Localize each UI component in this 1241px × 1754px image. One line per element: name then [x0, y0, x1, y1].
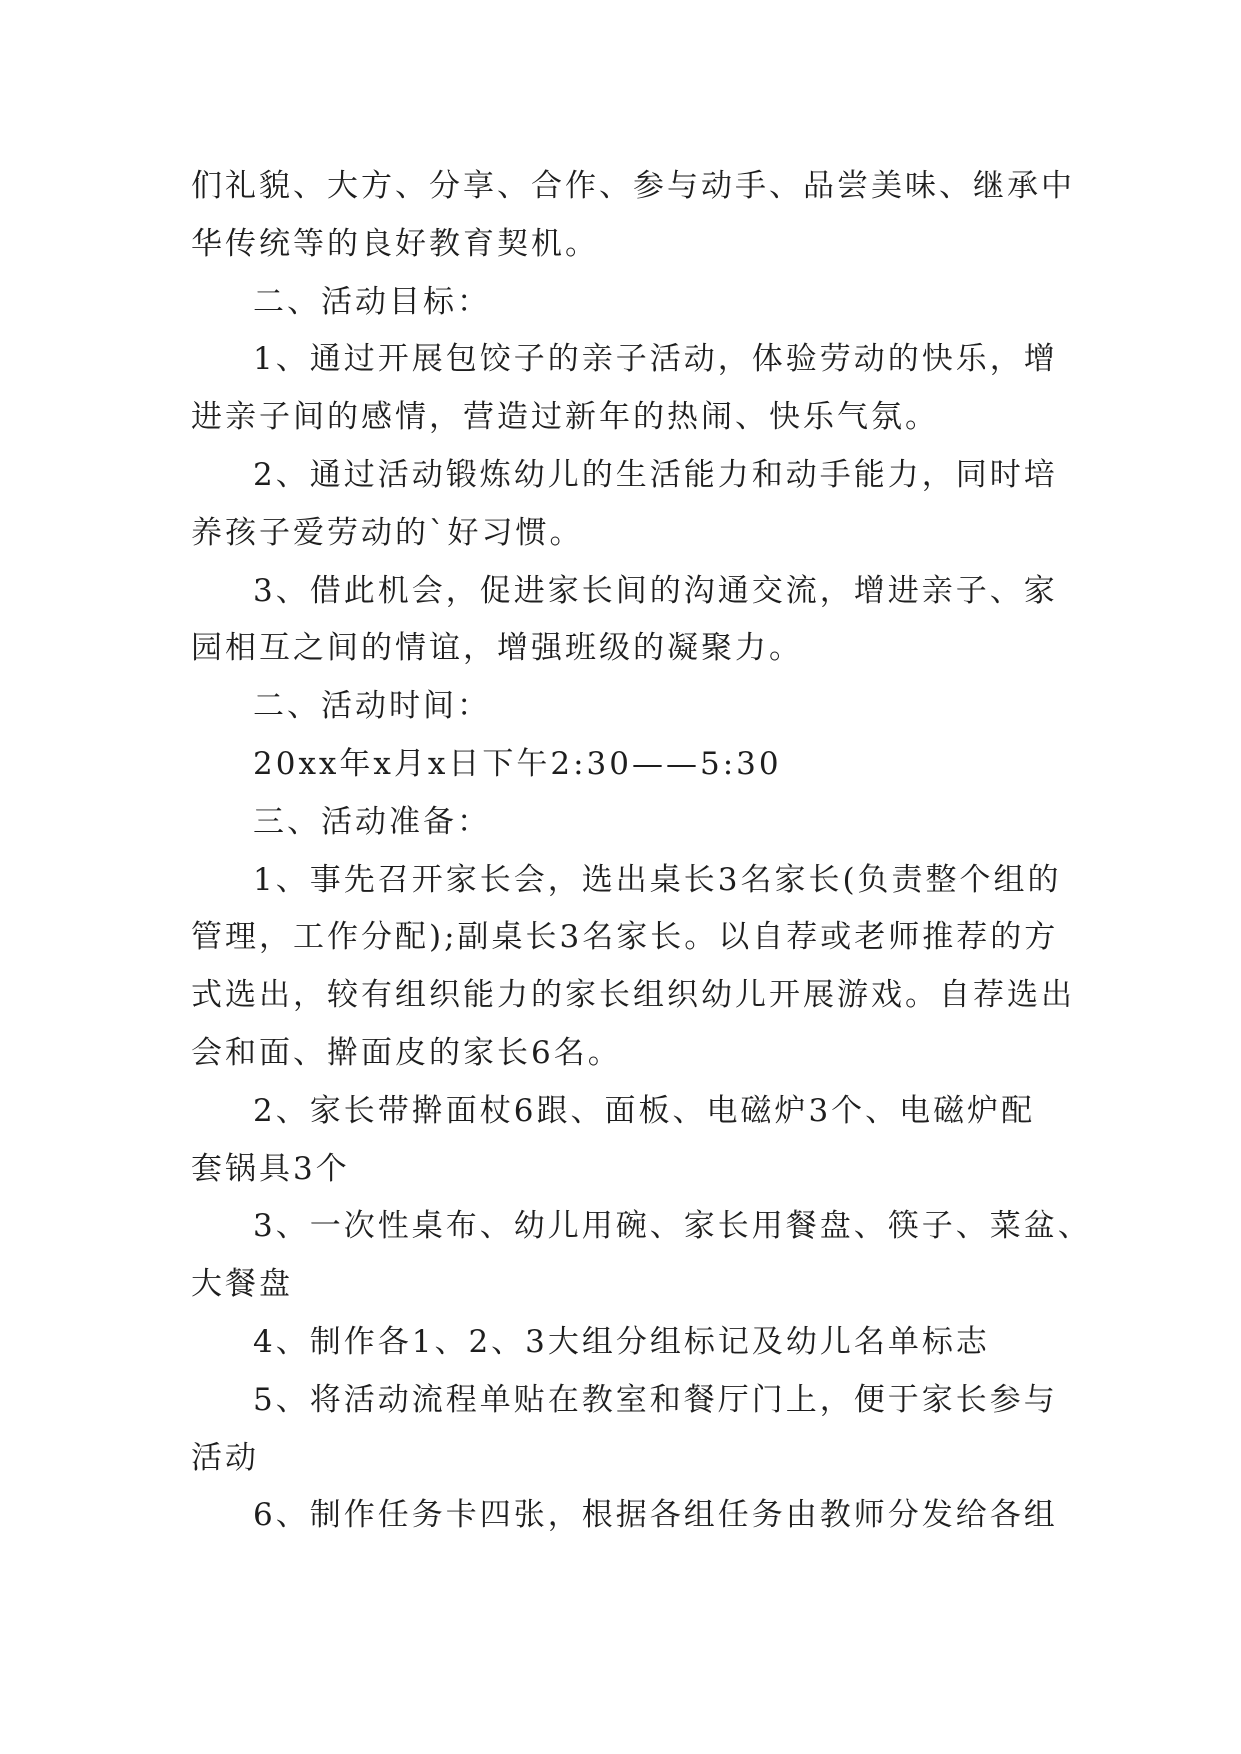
paragraph-line: 们礼貌、大方、分享、合作、参与动手、品尝美味、继承中 — [191, 168, 1075, 204]
paragraph-line: 养孩子爱劳动的`好习惯。 — [191, 514, 584, 551]
paragraph-line: 园相互之间的情谊，增强班级的凝聚力。 — [191, 630, 803, 667]
paragraph-line: 活动 — [191, 1439, 259, 1476]
paragraph-line: 管理，工作分配);副桌长3名家长。以自荐或老师推荐的方 — [191, 919, 1059, 956]
paragraph-line: 套锅具3个 — [191, 1150, 350, 1187]
paragraph-line: 4、制作各1、2、3大组分组标记及幼儿名单标志 — [253, 1323, 990, 1360]
section-heading: 二、活动目标： — [253, 283, 491, 320]
paragraph-line: 20xx年x月x日下午2:30——5:30 — [253, 745, 782, 782]
paragraph-line: 6、制作任务卡四张，根据各组任务由教师分发给各组 — [253, 1497, 1058, 1534]
paragraph-line: 3、借此机会，促进家长间的沟通交流，增进亲子、家 — [253, 572, 1058, 609]
paragraph-line: 2、通过活动锻炼幼儿的生活能力和动手能力，同时培 — [253, 456, 1058, 493]
document-body — [191, 158, 1091, 1545]
paragraph-line: 5、将活动流程单贴在教室和餐厅门上，便于家长参与 — [253, 1381, 1058, 1418]
paragraph-line: 1、事先召开家长会，选出桌长3名家长(负责整个组的 — [253, 861, 1062, 898]
paragraph-line: 1、通过开展包饺子的亲子活动，体验劳动的快乐，增 — [253, 341, 1058, 378]
paragraph-line: 进亲子间的感情，营造过新年的热闹、快乐气氛。 — [191, 399, 939, 436]
paragraph-line: 2、家长带擀面杖6跟、面板、电磁炉3个、电磁炉配 — [253, 1092, 1036, 1129]
paragraph-line: 华传统等的良好教育契机。 — [191, 225, 599, 262]
paragraph-line: 式选出，较有组织能力的家长组织幼儿开展游戏。自荐选出 — [191, 977, 1075, 1014]
section-heading: 二、活动时间： — [253, 688, 491, 725]
paragraph-line: 会和面、擀面皮的家长6名。 — [191, 1034, 622, 1071]
paragraph-line: 大餐盘 — [191, 1266, 293, 1303]
paragraph-line: 3、一次性桌布、幼儿用碗、家长用餐盘、筷子、菜盆、 — [253, 1208, 1092, 1245]
section-heading: 三、活动准备： — [253, 803, 491, 840]
